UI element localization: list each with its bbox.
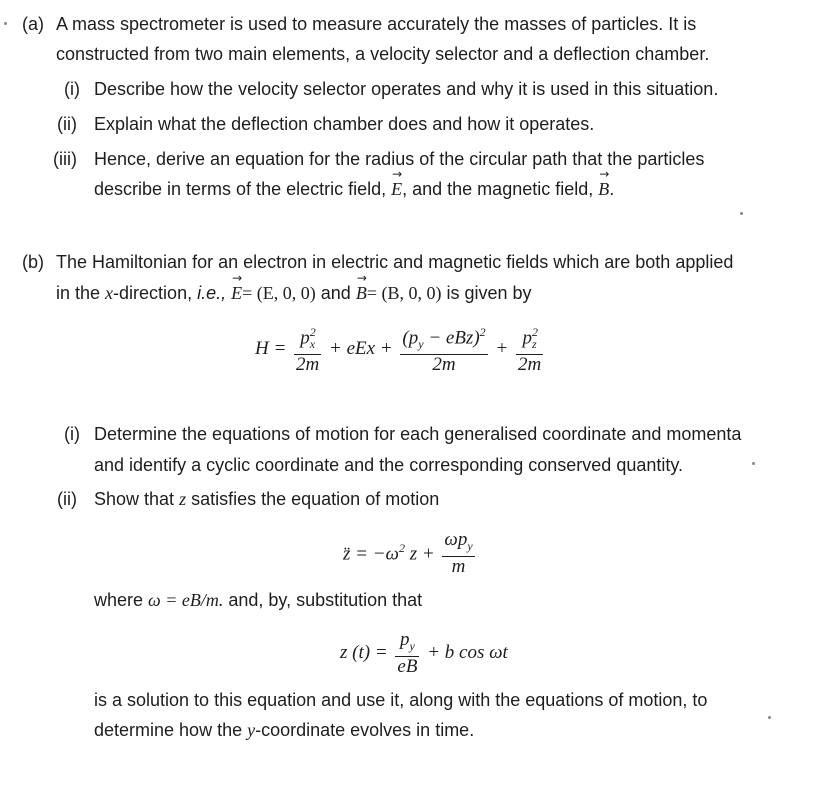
E-definition: = (E, 0, 0) (242, 283, 316, 303)
iii-line2-start: describe in terms of the electric field, (94, 179, 392, 199)
part-b-intro-line2 (56, 281, 532, 305)
y-symbol: y (247, 720, 256, 740)
part-b-i-line1: Determine the equations of motion for each generalised coordinate and momenta (94, 424, 742, 444)
omega-definition: ω = eB/m. (148, 590, 224, 610)
t2-num: (p (402, 327, 419, 349)
t1-sup: 2 (309, 325, 316, 339)
part-a-iii-line2: describe in terms of the electric field, → E, and the magnetic field, → B. (94, 177, 614, 201)
part-b-i-line2: and identify a cyclic coordinate and the corresponding conserved quantity. (94, 455, 684, 475)
B-definition: = (B, 0, 0) (366, 283, 442, 303)
t2-rest: − eBz) (423, 327, 480, 349)
part-b-intro-line1: The Hamiltonian for an electron in electric and magnetic fields which are both applied (56, 252, 734, 272)
part-a-ii-text: Explain what the deflection chamber does and how it operates. (94, 114, 595, 134)
t3-den: 2m (517, 354, 542, 376)
t3-num: p (522, 327, 533, 349)
solution-rest: + b cos ωt (427, 642, 508, 664)
final-line1: is a solution to this equation and use it, along with the equations of motion, to (94, 690, 708, 710)
solution-den: eB (397, 655, 418, 677)
magnetic-field-symbol: → B (598, 177, 609, 201)
B-vector-symbol: → B (356, 281, 367, 305)
part-a-iii-label: (iii) (53, 149, 77, 169)
scan-speck (752, 462, 755, 465)
final-text-b: -coordinate evolves in time. (255, 720, 475, 740)
part-b-ii-label: (ii) (57, 489, 77, 509)
final-line2 (94, 718, 474, 742)
part-a-i-text: Describe how the velocity selector operates and why it is used in this situation. (94, 79, 719, 99)
ii-text-b: satisfies the equation of motion (186, 489, 440, 509)
intro2-text-c: is given by (441, 283, 532, 303)
t2-den: 2m (432, 354, 456, 376)
z-symbol: z (179, 489, 187, 509)
eom-fraction (442, 530, 474, 577)
part-a-intro-line1: A mass spectrometer is used to measure accurately the masses of particles. It is (56, 14, 697, 34)
eom-num-sub: y (467, 538, 473, 553)
t2-sup: 2 (479, 325, 486, 339)
hamiltonian-plus: + (495, 337, 509, 359)
scan-speck (4, 22, 7, 25)
and-text: and (315, 283, 356, 303)
ie-text: i.e., (197, 283, 227, 303)
where-b: and, by, substitution that (223, 590, 423, 610)
part-b-i-label: (i) (64, 424, 80, 444)
t2-sub: y (418, 337, 424, 352)
eom-lhs: z̈ = −ω (343, 543, 399, 565)
where-line (94, 588, 422, 612)
eom-num: ωp (444, 529, 468, 550)
part-a-ii-label: (ii) (57, 114, 77, 134)
equation-of-motion (343, 530, 478, 577)
part-a-iii-line1: Hence, derive an equation for the radius of the circular path that the particles (94, 149, 705, 169)
hamiltonian-term-px (294, 322, 321, 375)
E-vector-symbol: → E (231, 281, 242, 305)
hamiltonian-eEx: + eEx + (329, 337, 393, 359)
x-symbol: x (105, 283, 114, 303)
t1-den: 2m (296, 354, 320, 376)
intro2-text-a: in the (56, 283, 106, 303)
scan-speck (740, 212, 743, 215)
scan-speck (768, 716, 771, 719)
part-b-ii-text (94, 487, 439, 511)
hamiltonian-term-py (400, 322, 487, 375)
part-a-intro-line2: constructed from two main elements, a velocity selector and a deflection chamber. (56, 44, 710, 64)
solution-fraction (395, 630, 419, 677)
electric-field-symbol: → E (391, 177, 402, 201)
solution-num: p (400, 629, 410, 650)
solution-num-sub: y (409, 638, 415, 653)
solution-lhs: z (t) = (340, 642, 388, 664)
iii-line2-mid: , and the magnetic field, (402, 179, 599, 199)
final-text-a: determine how the (94, 720, 248, 740)
t1-num: p (300, 327, 310, 349)
ii-text-a: Show that (94, 489, 180, 509)
eom-sup: 2 (398, 541, 405, 556)
solution-equation (340, 630, 508, 677)
part-a-i-label: (i) (64, 79, 80, 99)
part-a-label: (a) (22, 14, 44, 34)
hamiltonian-lhs: H = (255, 337, 287, 359)
t1-sub: x (309, 337, 316, 352)
hamiltonian-equation (255, 322, 546, 375)
hamiltonian-term-pz (516, 322, 543, 375)
t3-sub: z (532, 337, 537, 352)
part-b-label: (b) (22, 252, 44, 272)
t3-sup: 2 (532, 325, 539, 339)
eom-den: m (451, 555, 466, 577)
intro2-text-b: -direction, (113, 283, 198, 303)
where-a: where (94, 590, 149, 610)
eom-mid: z + (409, 543, 435, 565)
